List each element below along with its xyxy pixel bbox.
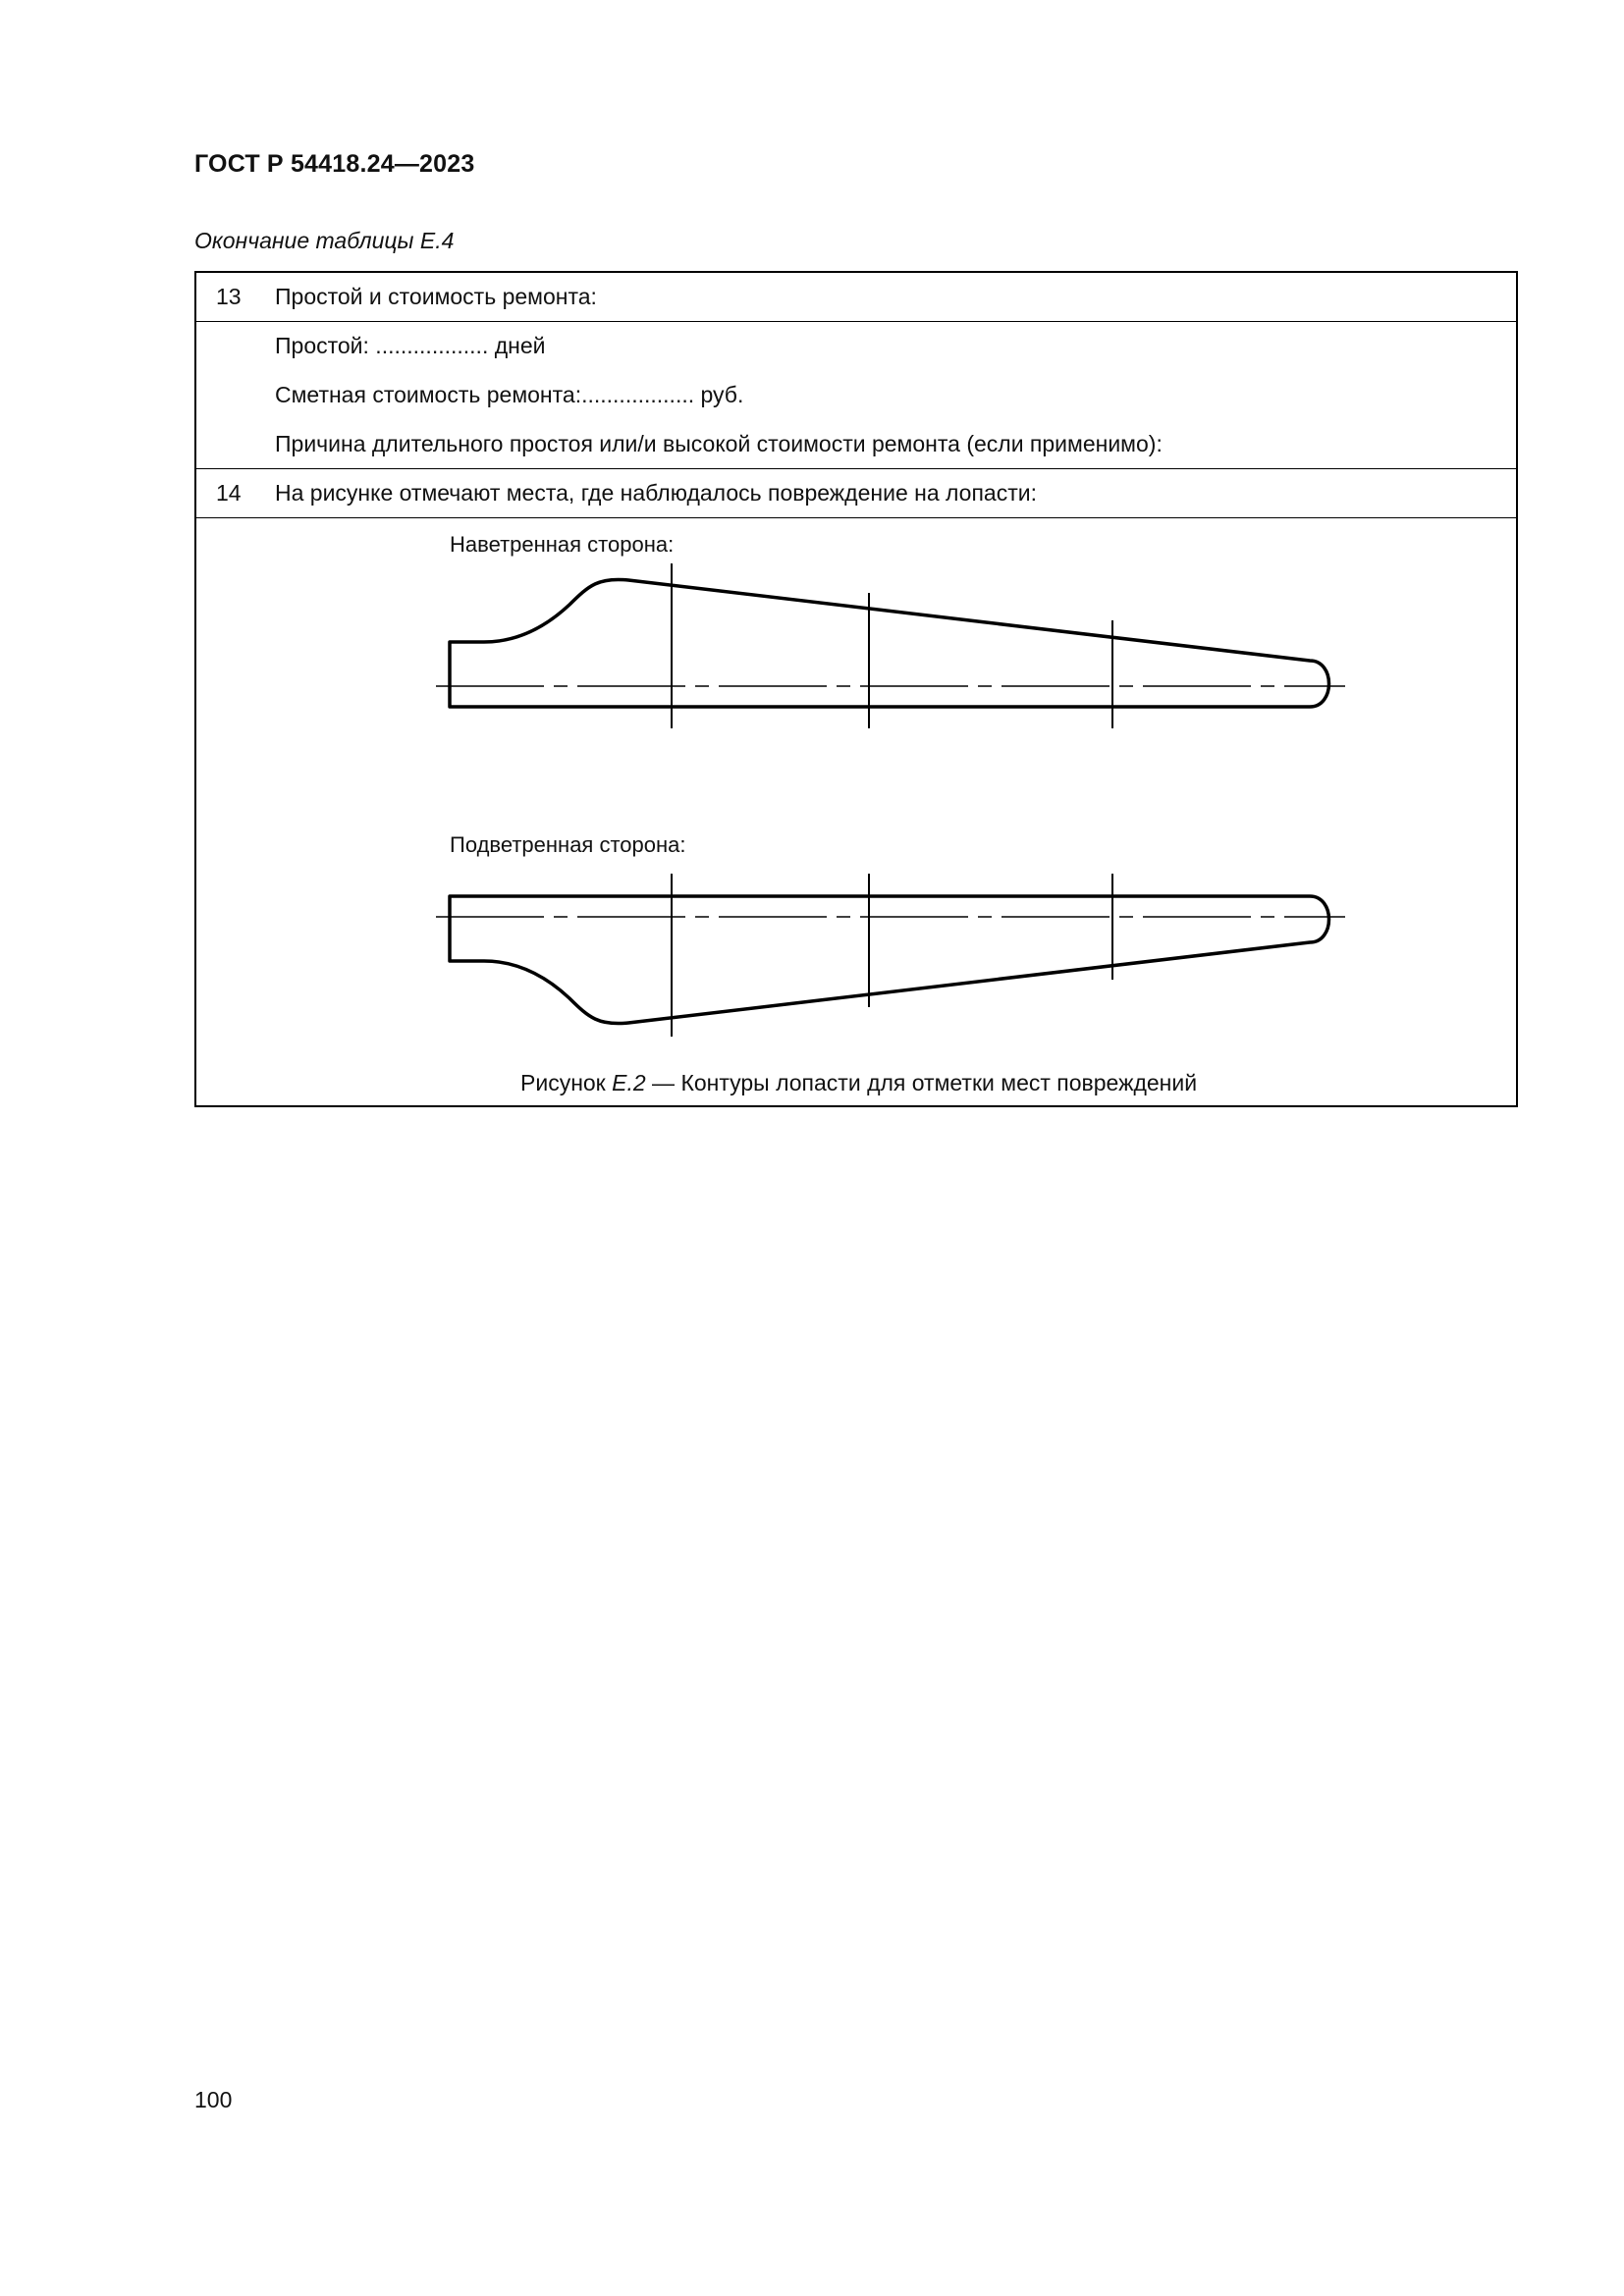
downtime-line: Простой: .................. дней [275,333,546,358]
blade-contours-figure [196,273,1516,1105]
row-number: 14 [216,480,242,506]
row-number: 13 [216,284,242,309]
leeward-side-label: Подветренная сторона: [450,832,686,857]
windward-blade-outline [450,579,1329,707]
caption-figure-number: Е.2 [612,1070,646,1095]
caption-text: — Контуры лопасти для отметки мест повреждений [645,1070,1198,1095]
page-number: 100 [194,2087,233,2112]
windward-section-lines [672,563,1112,728]
repair-cost-line: Сметная стоимость ремонта:.................. руб. [275,382,744,407]
caption-prefix: Рисунок [520,1070,613,1095]
row-title: Простой и стоимость ремонта: [275,284,597,309]
figure-caption [520,1070,1197,1096]
row-title: На рисунке отмечают места, где наблюдалось повреждение на лопасти: [275,480,1037,506]
document-header: ГОСТ Р 54418.24—2023 [194,150,475,178]
table-caption: Окончание таблицы Е.4 [194,228,455,253]
leeward-blade-outline [450,896,1329,1024]
leeward-section-lines [672,874,1112,1037]
windward-side-label: Наветренная сторона: [450,532,675,557]
delay-reason-line: Причина длительного простоя или/и высокой стоимости ремонта (если применимо): [275,431,1163,456]
data-table [194,271,1518,1107]
